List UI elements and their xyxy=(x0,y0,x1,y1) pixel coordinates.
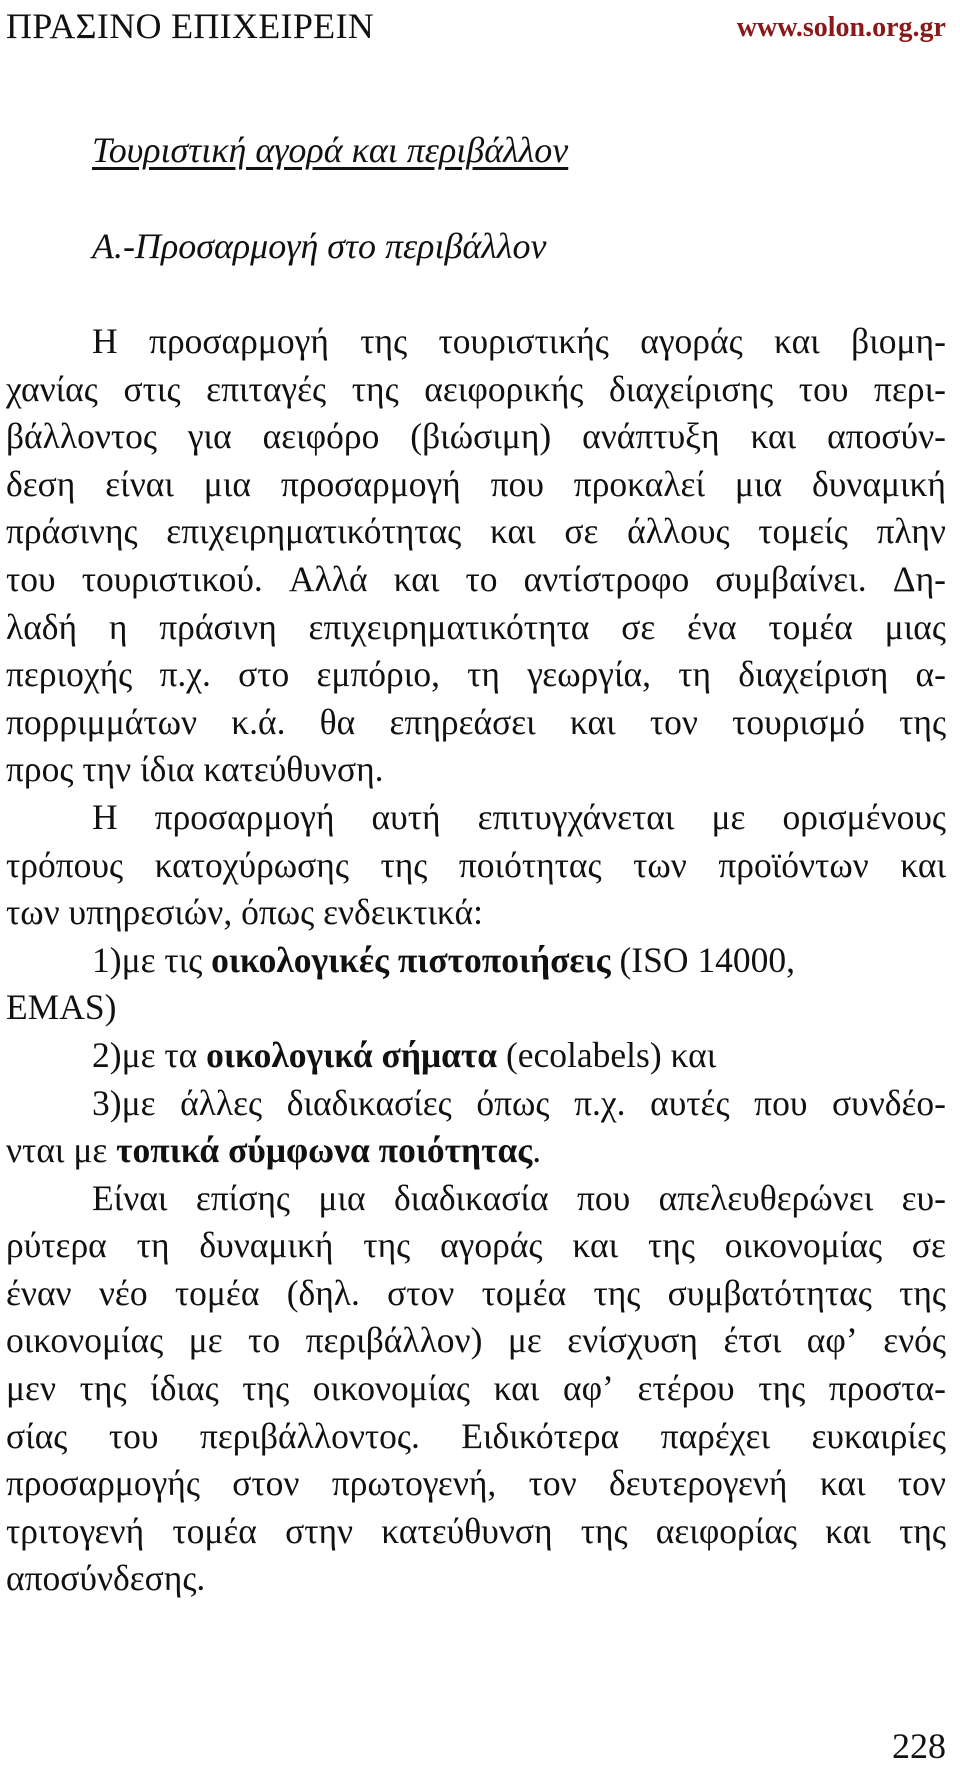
word: προκαλεί xyxy=(573,463,706,504)
word: αυτή xyxy=(371,796,441,837)
word: διαδικασίες xyxy=(286,1082,452,1123)
word: πορριμμάτων xyxy=(6,701,198,742)
word: πρωτογενή, xyxy=(331,1463,497,1504)
word: σε xyxy=(621,606,656,647)
list-item-3 xyxy=(6,1080,946,1128)
word: αφ’ xyxy=(806,1320,858,1361)
word: και xyxy=(393,558,440,599)
word: που xyxy=(754,1082,808,1123)
word: προϊόντων xyxy=(718,844,869,885)
word: της xyxy=(79,1368,127,1409)
word: παρέχει xyxy=(660,1415,771,1456)
section-title: Τουριστική αγορά και περιβάλλον xyxy=(92,130,569,170)
word: της xyxy=(360,321,408,361)
word: συμβαίνει. xyxy=(715,558,867,599)
word: άλλους xyxy=(627,511,730,552)
word: του xyxy=(6,558,56,599)
word: προσαρμογή xyxy=(154,796,335,837)
word: για xyxy=(187,416,232,457)
emphasis-eco-labels: οικολογικά σήματα xyxy=(206,1034,498,1075)
word: του xyxy=(798,368,849,409)
word: της xyxy=(580,1510,628,1551)
word: περιοχής xyxy=(6,654,133,695)
text-line: των υπηρεσιών, όπως ενδεικτικά: xyxy=(6,892,483,933)
word: τη xyxy=(678,654,712,695)
word: και xyxy=(572,1225,619,1266)
word: ανάπτυξη xyxy=(582,416,720,457)
word: της xyxy=(351,368,399,409)
text-line xyxy=(6,1222,946,1270)
word: χανίας xyxy=(6,368,98,409)
word: ευκαιρίες xyxy=(811,1415,946,1456)
word: τομέα xyxy=(174,1272,260,1313)
word: του xyxy=(108,1415,159,1456)
word: πράσινης xyxy=(6,511,138,552)
word: οικονομίας xyxy=(6,1320,164,1361)
text-line: νται με τοπικά σύμφωνα ποιότητας. xyxy=(6,1130,542,1171)
word: και xyxy=(900,844,946,885)
word: μια xyxy=(318,1177,366,1218)
word: α- xyxy=(915,654,946,695)
word: έναν xyxy=(6,1272,72,1313)
word: περιβάλλοντος. xyxy=(199,1415,420,1456)
word: βιομη- xyxy=(851,321,946,361)
word: και xyxy=(750,416,797,457)
text-line xyxy=(6,366,946,414)
word: τη xyxy=(136,1225,170,1266)
text-line xyxy=(6,1270,946,1318)
word: τουριστικού. xyxy=(81,558,263,599)
word: της xyxy=(380,844,428,885)
word: αειφορικής xyxy=(424,368,584,409)
word: με xyxy=(188,1320,223,1361)
word: επιταγές xyxy=(206,368,327,409)
text-line: αποσύνδεσης. xyxy=(6,1558,206,1599)
word: με xyxy=(507,1320,542,1361)
word: αντίστροφο xyxy=(523,558,690,599)
text-line: προς την ίδια κατεύθυνση. xyxy=(6,749,384,790)
word: επιτυγχάνεται xyxy=(477,796,675,837)
word: Ειδικότερα xyxy=(461,1415,620,1456)
list-item-2: 2)με τα οικολογικά σήματα (ecolabels) και xyxy=(92,1034,717,1075)
word: στην xyxy=(285,1510,354,1551)
word: νέο xyxy=(98,1272,148,1313)
word: και xyxy=(819,1463,866,1504)
word: και xyxy=(774,321,820,361)
word: τομέα xyxy=(768,606,853,647)
emphasis-eco-certifications: οικολογικές πιστοποιήσεις xyxy=(211,939,611,980)
word: Η xyxy=(92,796,118,837)
page-number: 228 xyxy=(892,1726,946,1766)
text-line xyxy=(6,794,946,842)
word: (βιώσιμη) xyxy=(410,416,552,457)
word: και xyxy=(493,1368,540,1409)
word: της xyxy=(899,1510,946,1551)
word: π.χ. xyxy=(574,1082,626,1123)
text-line xyxy=(6,508,946,556)
body-text xyxy=(6,318,946,1603)
word: Είναι xyxy=(92,1177,168,1218)
word: περιβάλλον) xyxy=(305,1320,483,1361)
word: προσαρμογή xyxy=(149,321,329,361)
word: τη xyxy=(467,654,500,695)
word: τουρισμό xyxy=(732,701,865,742)
word: σε xyxy=(564,511,599,552)
subsection-title: Α.-Προσαρμογή στο περιβάλλον xyxy=(92,226,547,266)
word: σε xyxy=(911,1225,946,1266)
word: δυναμική xyxy=(199,1225,334,1266)
word: μιας xyxy=(884,606,946,647)
word: ένα xyxy=(687,606,737,647)
word: που xyxy=(490,463,544,504)
word: της xyxy=(899,1272,946,1313)
word: της xyxy=(242,1368,290,1409)
word: πράσινη xyxy=(159,606,277,647)
word: τομέα xyxy=(172,1510,257,1551)
word: διαχείριση xyxy=(738,654,889,695)
word: αειφορίας xyxy=(655,1510,797,1551)
text-line xyxy=(6,1175,946,1223)
word: Η xyxy=(92,321,118,361)
word: σίας xyxy=(6,1415,68,1456)
word: στο xyxy=(238,654,290,695)
word: που xyxy=(576,1177,631,1218)
word: τον xyxy=(897,1463,946,1504)
text-line xyxy=(6,1508,946,1556)
text-line xyxy=(6,699,946,747)
word: άλλες xyxy=(180,1082,263,1123)
word: στις xyxy=(123,368,181,409)
word: αφ’ xyxy=(562,1368,614,1409)
word: θα xyxy=(319,701,356,742)
word: της xyxy=(899,701,946,742)
word: οικονομίας xyxy=(724,1225,882,1266)
word: μεν xyxy=(6,1368,56,1409)
emphasis-local-quality-pacts: τοπικά σύμφωνα ποιότητας xyxy=(116,1130,533,1171)
word: μια xyxy=(203,463,251,504)
word: διαδικασία xyxy=(393,1177,549,1218)
word: επηρεάσει xyxy=(389,701,536,742)
text-line xyxy=(6,413,946,461)
word: οικονομίας xyxy=(312,1368,470,1409)
word: επίσης xyxy=(195,1177,290,1218)
word: Δη- xyxy=(892,558,946,599)
running-header-url: www.solon.org.gr xyxy=(736,12,946,43)
word: συμβατότητας xyxy=(667,1272,872,1313)
word: είναι xyxy=(105,463,174,504)
word: διαχείρισης xyxy=(609,368,774,409)
word: τον xyxy=(649,701,698,742)
word: και xyxy=(489,511,536,552)
word: έτσι xyxy=(723,1320,782,1361)
word: της xyxy=(363,1225,411,1266)
word: δευτερογενή xyxy=(609,1463,788,1504)
word: τον xyxy=(528,1463,577,1504)
word: τρόπους xyxy=(6,844,124,885)
word: αυτές xyxy=(650,1082,730,1123)
word: ενός xyxy=(883,1320,946,1361)
word: ποιότητας xyxy=(458,844,602,885)
word: η xyxy=(108,606,128,647)
word: εμπόριο, xyxy=(316,654,440,695)
text-line xyxy=(6,842,946,890)
word: της xyxy=(593,1272,641,1313)
word: τομείς xyxy=(758,511,848,552)
word: αγοράς xyxy=(440,1225,543,1266)
word: τομέα xyxy=(481,1272,567,1313)
word: κατεύθυνση xyxy=(381,1510,553,1551)
word: δυναμική xyxy=(812,463,946,504)
word: βάλλοντος xyxy=(6,416,157,457)
text-line xyxy=(6,651,946,699)
word: γεωργία, xyxy=(527,654,651,695)
word: επιχειρηματικότητας xyxy=(166,511,462,552)
running-header-title: ΠΡΑΣΙΝΟ ΕΠΙΧΕΙΡΕΙΝ xyxy=(6,6,375,46)
word: περι- xyxy=(874,368,946,409)
word: Αλλά xyxy=(288,558,368,599)
word: ρύτερα xyxy=(6,1225,107,1266)
word: τουριστικής xyxy=(438,321,609,361)
word: τριτογενή xyxy=(6,1510,145,1551)
word: (δηλ. xyxy=(286,1272,360,1313)
word: λαδή xyxy=(6,606,78,647)
word: το xyxy=(465,558,498,599)
text-line xyxy=(6,318,946,366)
word: δεση xyxy=(6,463,76,504)
word: και xyxy=(569,701,616,742)
word: με xyxy=(711,796,746,837)
word: ορισμένους xyxy=(782,796,946,837)
word: κατοχύρωσης xyxy=(154,844,349,885)
text-line xyxy=(6,604,946,652)
word: ετέρου xyxy=(637,1368,735,1409)
text-line xyxy=(6,556,946,604)
word: στον xyxy=(387,1272,455,1313)
word: αγοράς xyxy=(640,321,743,361)
word: της xyxy=(648,1225,695,1266)
word: ευ- xyxy=(901,1177,946,1218)
word: π.χ. xyxy=(159,654,211,695)
word: αποσύν- xyxy=(827,416,946,457)
word: απελευθερώνει xyxy=(658,1177,874,1218)
word: επιχειρηματικότητα xyxy=(308,606,590,647)
word: συνδέο- xyxy=(832,1082,946,1123)
text-line xyxy=(6,1460,946,1508)
word: 3)με xyxy=(92,1082,156,1123)
word: μια xyxy=(734,463,783,504)
word: αειφόρο xyxy=(262,416,380,457)
text-line: EMAS) xyxy=(6,987,117,1028)
word: κ.ά. xyxy=(231,701,286,742)
word: πλην xyxy=(876,511,946,552)
word: προσαρμογής xyxy=(6,1463,200,1504)
word: ενίσχυση xyxy=(567,1320,698,1361)
word: στον xyxy=(232,1463,300,1504)
word: το xyxy=(248,1320,281,1361)
list-item-1: 1)με τις οικολογικές πιστοποιήσεις (ISO 14000, xyxy=(92,939,795,980)
text-line xyxy=(6,1413,946,1461)
text-line xyxy=(6,461,946,509)
word: όπως xyxy=(476,1082,550,1123)
word: και xyxy=(825,1510,871,1551)
word: προστα- xyxy=(828,1368,946,1409)
word: της xyxy=(758,1368,806,1409)
word: προσαρμογή xyxy=(280,463,461,504)
text-line xyxy=(6,1317,946,1365)
text-line xyxy=(6,1365,946,1413)
word: ίδιας xyxy=(150,1368,219,1409)
word: των xyxy=(633,844,687,885)
